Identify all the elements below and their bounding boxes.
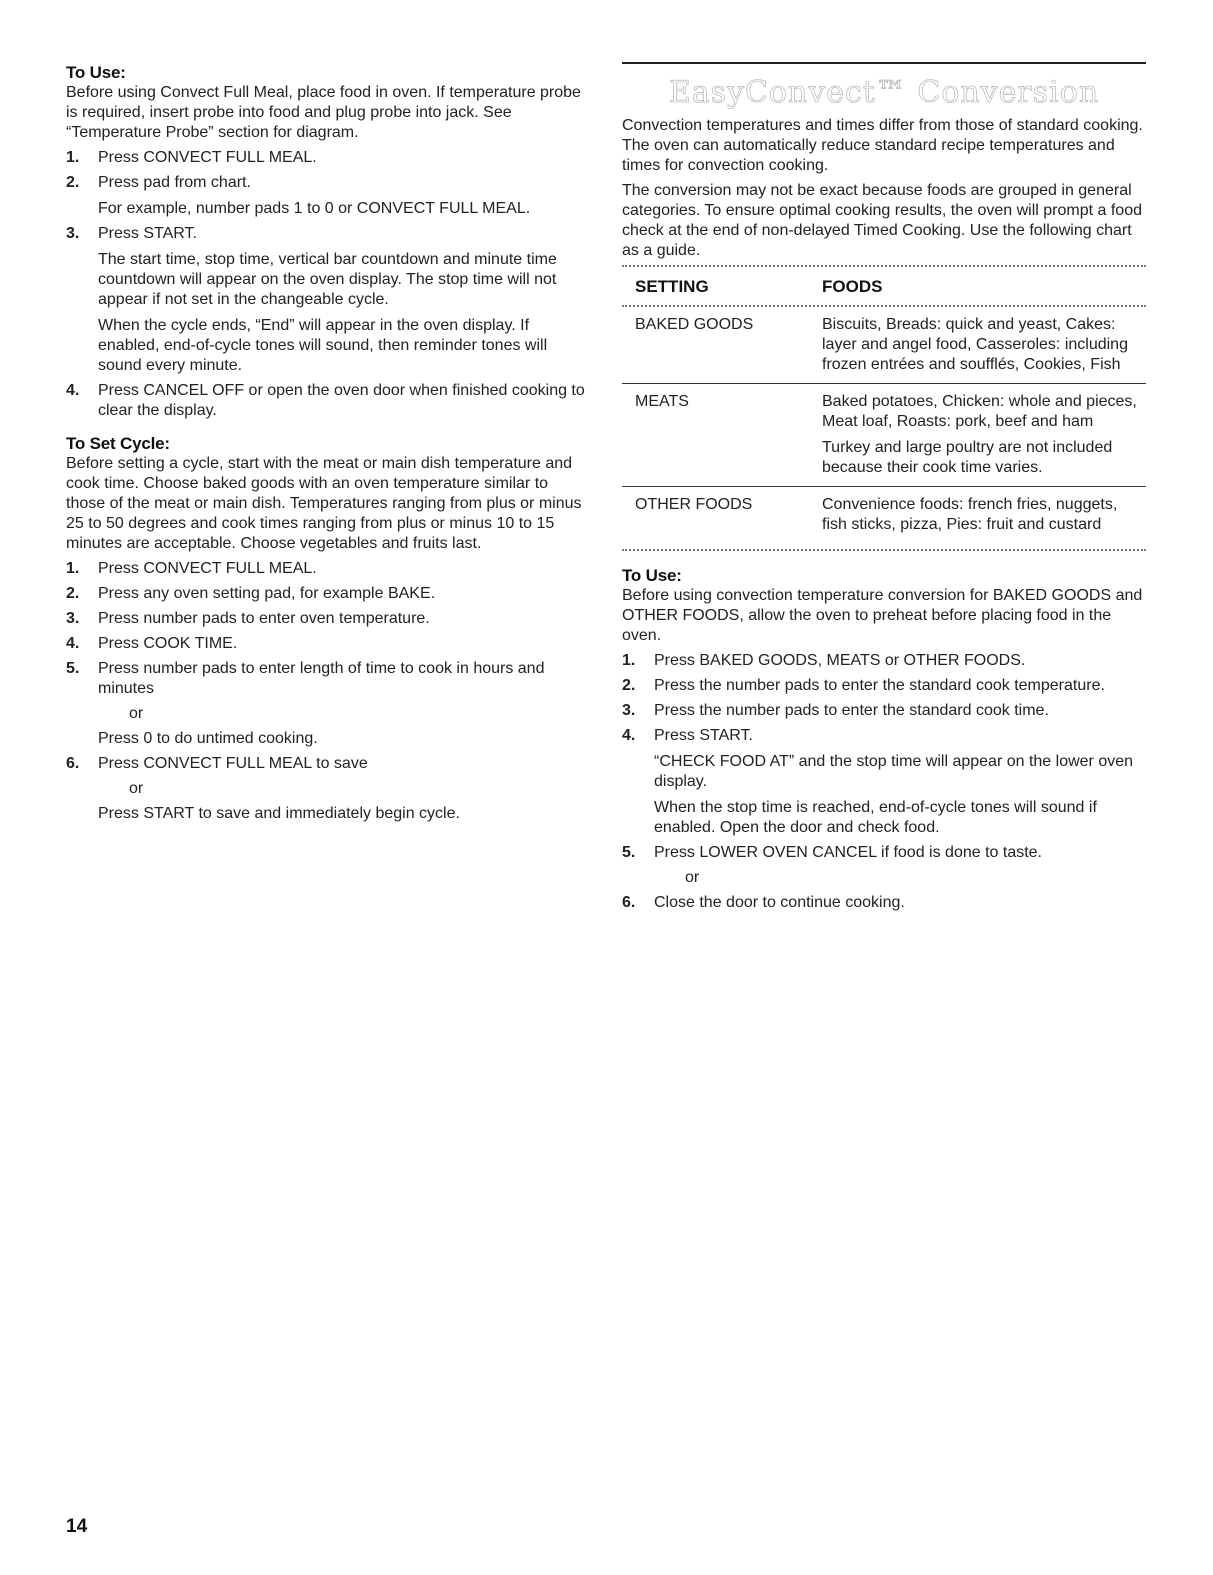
to-use-heading: To Use: <box>66 63 126 82</box>
step-text: Press START. <box>98 225 197 242</box>
step-number: 5. <box>622 844 636 861</box>
step-text: Press COOK TIME. <box>98 635 238 652</box>
list-item <box>66 754 586 824</box>
table-bottom-rule <box>622 549 1146 551</box>
step-number: 4. <box>66 382 80 399</box>
step-alternative: Press START to save and immediately begin cycle. <box>98 805 460 822</box>
to-use-steps <box>66 148 586 421</box>
step-text: Press START. <box>654 727 753 744</box>
step-number: 4. <box>622 727 636 744</box>
step-text: Press number pads to enter length of time to cook in hours and minutes <box>98 660 545 697</box>
to-use-intro: Before using Convect Full Meal, place food in oven. If temperature probe is required, insert probe into food and plug probe into jack. See “Temperature Probe” section for diagram. <box>66 84 581 141</box>
foods-cell <box>809 307 1146 384</box>
list-item <box>66 634 586 654</box>
column-header-foods: FOODS <box>822 277 883 296</box>
step-number: 3. <box>622 702 636 719</box>
step-note: For example, number pads 1 to 0 or CONVECT FULL MEAL. <box>98 200 531 217</box>
step-text: Press pad from chart. <box>98 174 251 191</box>
intro-paragraph: Convection temperatures and times differ from those of standard cooking. The oven can automatically reduce standard recipe temperatures and times for convection cooking. <box>622 117 1143 174</box>
step-text: Press BAKED GOODS, MEATS or OTHER FOODS. <box>654 652 1026 669</box>
or-text: or <box>129 780 144 797</box>
step-number: 2. <box>66 174 80 191</box>
foods-text: Baked potatoes, Chicken: whole and pieces, Meat loaf, Roasts: pork, beef and ham <box>822 393 1137 430</box>
step-number: 2. <box>66 585 80 602</box>
step-number: 1. <box>66 149 80 166</box>
step-text: Press LOWER OVEN CANCEL if food is done to taste. <box>654 844 1042 861</box>
step-text: Press the number pads to enter the standard cook temperature. <box>654 677 1105 694</box>
list-item <box>66 609 586 629</box>
step-note: When the cycle ends, “End” will appear in the oven display. If enabled, end-of-cycle tones will sound, then reminder tones will sound every minute. <box>98 317 548 374</box>
step-text: Press CONVECT FULL MEAL to save <box>98 755 368 772</box>
list-item <box>66 659 586 749</box>
step-text: Press CONVECT FULL MEAL. <box>98 149 317 166</box>
list-item <box>66 559 586 579</box>
step-number: 1. <box>66 560 80 577</box>
step-alternative: Press 0 to do untimed cooking. <box>98 730 318 747</box>
step-number: 3. <box>66 225 80 242</box>
step-note: The start time, stop time, vertical bar countdown and minute time countdown will appear on the oven display. The stop time will not appear if not set in the changeable cycle. <box>98 251 557 308</box>
step-number: 4. <box>66 635 80 652</box>
step-number: 1. <box>622 652 636 669</box>
set-cycle-steps <box>66 559 586 824</box>
step-number: 6. <box>66 755 80 772</box>
section-rule <box>622 62 1146 64</box>
table-row <box>622 384 1146 487</box>
list-item <box>622 676 1146 696</box>
to-use-intro: Before using convection temperature conversion for BAKED GOODS and OTHER FOODS, allow the oven to preheat before placing food in the oven. <box>622 587 1143 644</box>
list-item <box>66 584 586 604</box>
list-item <box>66 173 586 219</box>
or-text: or <box>129 705 144 722</box>
step-number: 3. <box>66 610 80 627</box>
list-item <box>66 148 586 168</box>
setting-cell: BAKED GOODS <box>622 307 809 384</box>
step-number: 2. <box>622 677 636 694</box>
foods-cell <box>809 384 1146 487</box>
list-item <box>622 726 1146 838</box>
table-row <box>622 487 1146 544</box>
table-row <box>622 307 1146 384</box>
setting-cell: OTHER FOODS <box>635 496 753 513</box>
column-header-setting: SETTING <box>635 277 709 296</box>
step-text: Press the number pads to enter the standard cook time. <box>654 702 1049 719</box>
setting-cell: MEATS <box>622 384 809 487</box>
step-text: Press any oven setting pad, for example BAKE. <box>98 585 436 602</box>
step-text: Press CONVECT FULL MEAL. <box>98 560 317 577</box>
intro-paragraph: The conversion may not be exact because foods are grouped in general categories. To ensure optimal cooking results, the oven will prompt a food check at the end of non-delayed Timed Cooking. Use the following chart as a guide. <box>622 182 1142 259</box>
set-cycle-heading: To Set Cycle: <box>66 434 170 453</box>
section-title: EasyConvect™ Conversion <box>668 75 1100 110</box>
table-top-rule <box>622 265 1146 267</box>
foods-cell <box>809 487 1146 544</box>
set-cycle-intro: Before setting a cycle, start with the meat or main dish temperature and cook time. Choose baked goods with an oven temperature similar to those of the meat or main dish. Temperatures ranging from plus or minus 25 to 50 degrees and cook times ranging from plus or minus 10 to 15 minutes are acceptable. Choose vegetables and fruits last. <box>66 455 582 552</box>
foods-text: Convenience foods: french fries, nuggets, fish sticks, pizza, Pies: fruit and custard <box>822 496 1118 533</box>
step-number: 6. <box>622 894 636 911</box>
page-number: 14 <box>66 1516 88 1537</box>
conversion-table <box>622 271 1146 543</box>
step-text: Close the door to continue cooking. <box>654 894 905 911</box>
to-use-heading: To Use: <box>622 566 682 585</box>
list-item <box>622 701 1146 721</box>
table-header-row <box>622 271 1146 305</box>
list-item <box>622 843 1146 888</box>
right-column <box>622 62 1146 918</box>
step-note: “CHECK FOOD AT” and the stop time will appear on the lower oven display. <box>654 753 1134 790</box>
step-note: When the stop time is reached, end-of-cycle tones will sound if enabled. Open the door and check food. <box>654 799 1097 836</box>
conversion-steps <box>622 651 1146 913</box>
list-item <box>622 893 1146 913</box>
or-text: or <box>685 869 700 886</box>
step-number: 5. <box>66 660 80 677</box>
list-item <box>622 651 1146 671</box>
list-item <box>66 381 586 421</box>
step-text: Press CANCEL OFF or open the oven door when finished cooking to clear the display. <box>98 382 585 419</box>
foods-note: Turkey and large poultry are not included because their cook time varies. <box>822 439 1113 476</box>
list-item <box>66 224 586 376</box>
step-text: Press number pads to enter oven temperature. <box>98 610 430 627</box>
left-column <box>66 62 586 829</box>
foods-text: Biscuits, Breads: quick and yeast, Cakes: layer and angel food, Casseroles: including frozen entrées and soufflés, Cookies, Fish <box>822 316 1128 373</box>
